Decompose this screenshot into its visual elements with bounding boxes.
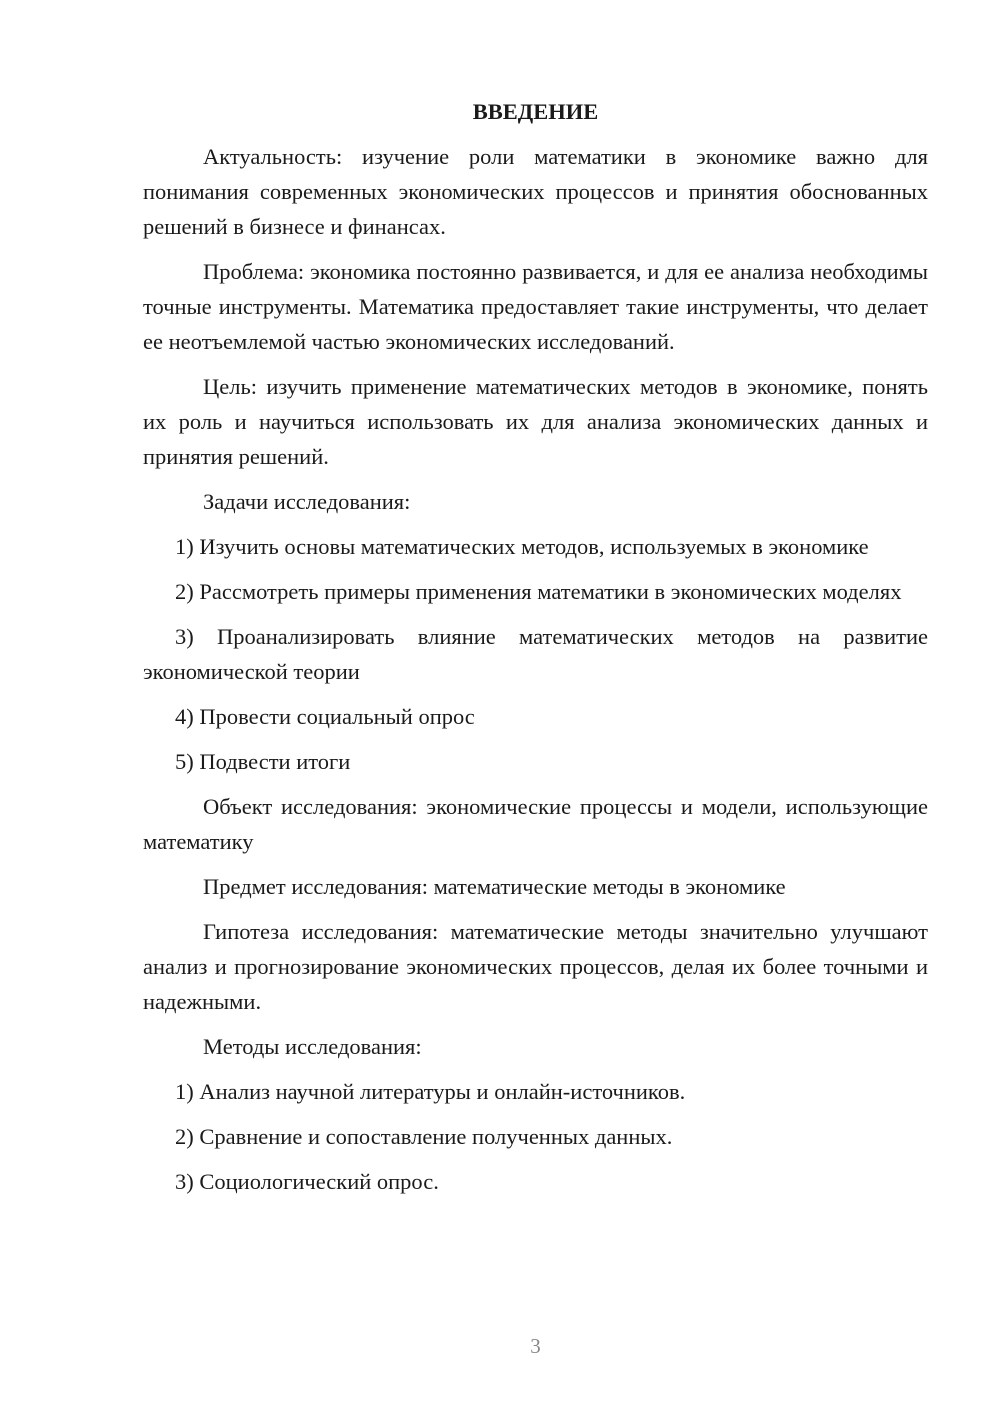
paragraph-subject: Предмет исследования: математические методы в экономике — [203, 874, 786, 899]
page-content — [143, 94, 928, 1209]
list-item: 1) Анализ научной литературы и онлайн-источников. — [175, 1079, 686, 1104]
list-item: 4) Провести социальный опрос — [175, 704, 475, 729]
paragraph-goal: Цель: изучить применение математических методов в экономике, понять их роль и научиться использовать их для анализа экономических данных и принятия решений. — [143, 374, 928, 469]
tasks-heading: Задачи исследования: — [203, 489, 411, 514]
list-item: 3) Социологический опрос. — [175, 1169, 439, 1194]
paragraph-relevance: Актуальность: изучение роли математики в экономике важно для понимания современных экономических процессов и принятия обоснованных решений в бизнесе и финансах. — [143, 144, 928, 239]
list-item: 3) Проанализировать влияние математических методов на развитие экономической теории — [143, 624, 928, 684]
list-item: 1) Изучить основы математических методов, используемых в экономике — [175, 534, 869, 559]
methods-list — [143, 1074, 928, 1199]
paragraph-problem: Проблема: экономика постоянно развивается, и для ее анализа необходимы точные инструменты. Математика предоставляет такие инструменты, что делает ее неотъемлемой частью экономических исследований. — [143, 259, 928, 354]
list-item: 2) Рассмотреть примеры применения математики в экономических моделях — [175, 579, 902, 604]
methods-heading: Методы исследования: — [203, 1034, 422, 1059]
list-item: 2) Сравнение и сопоставление полученных данных. — [175, 1124, 673, 1149]
tasks-list — [143, 529, 928, 779]
paragraph-object: Объект исследования: экономические процессы и модели, использующие математику — [143, 794, 928, 854]
page-number: 3 — [530, 1334, 541, 1358]
page-title: ВВЕДЕНИЕ — [472, 99, 599, 124]
paragraph-hypothesis: Гипотеза исследования: математические методы значительно улучшают анализ и прогнозирование экономических процессов, делая их более точными и надежными. — [143, 919, 928, 1014]
list-item: 5) Подвести итоги — [175, 749, 351, 774]
